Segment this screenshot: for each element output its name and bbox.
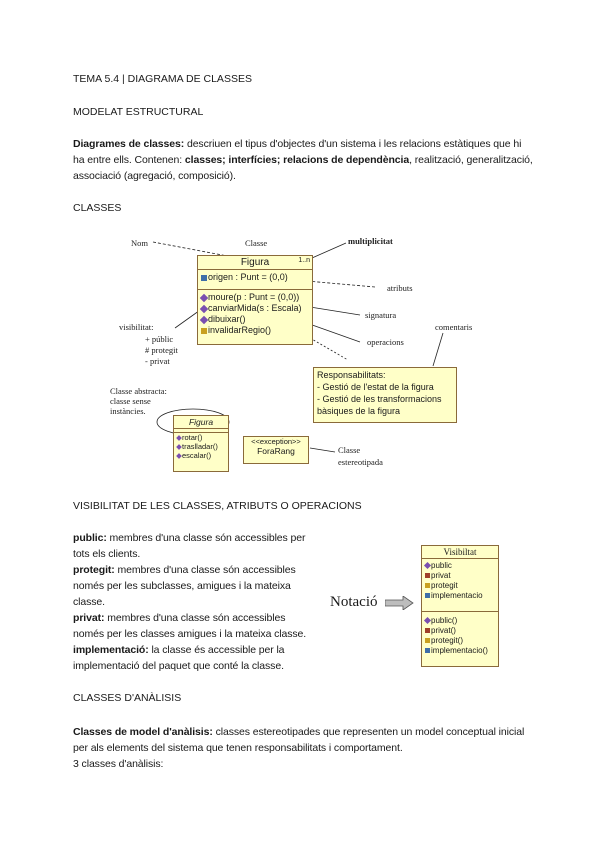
public-op-icon	[200, 304, 208, 312]
label-comentaris: comentaris	[435, 322, 473, 332]
vis-op-row: public()	[422, 612, 498, 626]
page-title: TEMA 5.4 | DIAGRAMA DE CLASSES	[73, 73, 252, 85]
abstract-class-name: Figura	[188, 417, 214, 427]
public-op-icon	[200, 315, 208, 323]
note-line: bàsiques de la figura	[317, 406, 401, 416]
public-op-icon	[176, 453, 182, 459]
uml-stereotype-class	[243, 436, 309, 464]
uml-operation-row: moure(p : Punt = (0,0))	[198, 290, 312, 303]
public-icon	[424, 562, 431, 569]
visibility-definitions	[73, 530, 318, 674]
public-op-icon	[200, 293, 208, 301]
uml-class-name: Visibiltat	[443, 547, 477, 557]
note-line: - Gestió de l'estat de la figura	[317, 382, 434, 392]
protected-icon	[425, 638, 430, 643]
intro-bold-list: classes; interfícies; relacions de dependència	[184, 154, 410, 166]
private-icon	[425, 573, 430, 578]
vis-attr-row: implementacio	[422, 591, 498, 601]
label-operacions: operacions	[367, 337, 404, 347]
implementation-icon	[425, 648, 430, 653]
def-protegit: protegit: membres d'una classe són accessibles només per les subclasses, amigues i la mateixa classe.	[73, 564, 296, 608]
label-multiplicitat: multiplicitat	[348, 236, 393, 246]
uml-attribute-row: origen : Punt = (0,0)	[198, 270, 312, 283]
stereotype-class-name: ForaRang	[257, 446, 295, 456]
uml-operation-row: canviarMida(s : Escala)	[198, 303, 312, 314]
vis-attr-row: public	[422, 559, 498, 571]
intro-text-1: descriuen el tipus d'objectes d'un sistema i les relacions estàtiques que hi ha entre ells. Contenen:	[73, 138, 522, 166]
abstract-op: traslladar()	[174, 442, 228, 451]
analysis-text: classes estereotipades que representen un model conceptual inicial per als elements del sistema que tenen responsabilitats i comportament.	[73, 726, 525, 754]
intro-lead: Diagrames de classes:	[73, 138, 185, 150]
vis-op-row: implementacio()	[422, 646, 498, 656]
vis-public: + públic	[145, 334, 174, 344]
def-public: public: membres d'una classe són accessibles per tots els clients.	[73, 532, 306, 560]
intro-paragraph	[73, 136, 533, 184]
section-heading-visibilitat: VISIBILITAT DE LES CLASSES, ATRIBUTS O OPERACIONS	[73, 500, 362, 512]
arrow-right-icon	[385, 596, 415, 610]
uml-class-name: Figura 1..n	[240, 257, 310, 268]
attribute-icon	[201, 275, 207, 281]
analysis-lead: Classes de model d'anàlisis:	[73, 726, 213, 738]
def-implementacio: implementació: la classe és accessible per la implementació del paquet que conté la classe.	[73, 644, 285, 672]
label-atributs: atributs	[387, 283, 413, 293]
section-heading-modelat: MODELAT ESTRUCTURAL	[73, 106, 204, 118]
stereotype-tag: <<exception>>	[251, 437, 301, 446]
vis-op-row: protegit()	[422, 636, 498, 646]
uml-note-responsabilitats	[313, 367, 457, 423]
note-line: Responsabilitats:	[317, 370, 386, 380]
def-privat: privat: membres d'una classe són accessibles només per les classes amigues i la mateixa classe.	[73, 612, 307, 640]
uml-abstract-class	[173, 415, 229, 472]
protected-op-icon	[201, 328, 207, 334]
implementation-icon	[425, 593, 430, 598]
label-classe-estereotipada: Classe estereotipada	[338, 445, 383, 467]
multiplicity-value: 1..n	[298, 257, 310, 264]
section-heading-classes: CLASSES	[73, 202, 122, 214]
label-signatura: signatura	[365, 310, 397, 320]
abstract-op: rotar()	[174, 433, 228, 442]
vis-attr-row: privat	[422, 571, 498, 581]
public-op-icon	[176, 435, 182, 441]
section-heading-analisis: CLASSES D'ANÀLISIS	[73, 692, 182, 704]
analysis-paragraph	[73, 724, 533, 756]
vis-op-row: privat()	[422, 626, 498, 636]
uml-operation-row: dibuixar()	[198, 314, 312, 325]
notacio-label: Notació	[330, 594, 378, 610]
vis-protegit: # protegit	[145, 345, 178, 355]
label-nom: Nom	[131, 238, 148, 248]
vis-privat: - privat	[145, 356, 170, 366]
note-line: - Gestió de les transformacions	[317, 394, 442, 404]
analysis-count-line: 3 classes d'anàlisis:	[73, 758, 164, 770]
abstract-op: escalar()	[174, 451, 228, 460]
uml-class-visibiltat	[421, 545, 499, 667]
uml-class-figura	[197, 255, 313, 345]
public-icon	[424, 617, 431, 624]
intro-text-2: , realització, generalització, associació (agregació, composició).	[73, 154, 533, 182]
class-diagram-figure	[105, 230, 473, 475]
protected-icon	[425, 583, 430, 588]
label-visibilitat: visibilitat:	[119, 322, 154, 332]
private-icon	[425, 628, 430, 633]
public-op-icon	[176, 444, 182, 450]
label-classe-abstracta: Classe abstracta: classe sense instàncies.	[110, 386, 167, 416]
label-classe: Classe	[245, 238, 268, 248]
uml-operation-row: invalidarRegio()	[198, 325, 312, 336]
vis-attr-row: protegit	[422, 581, 498, 591]
